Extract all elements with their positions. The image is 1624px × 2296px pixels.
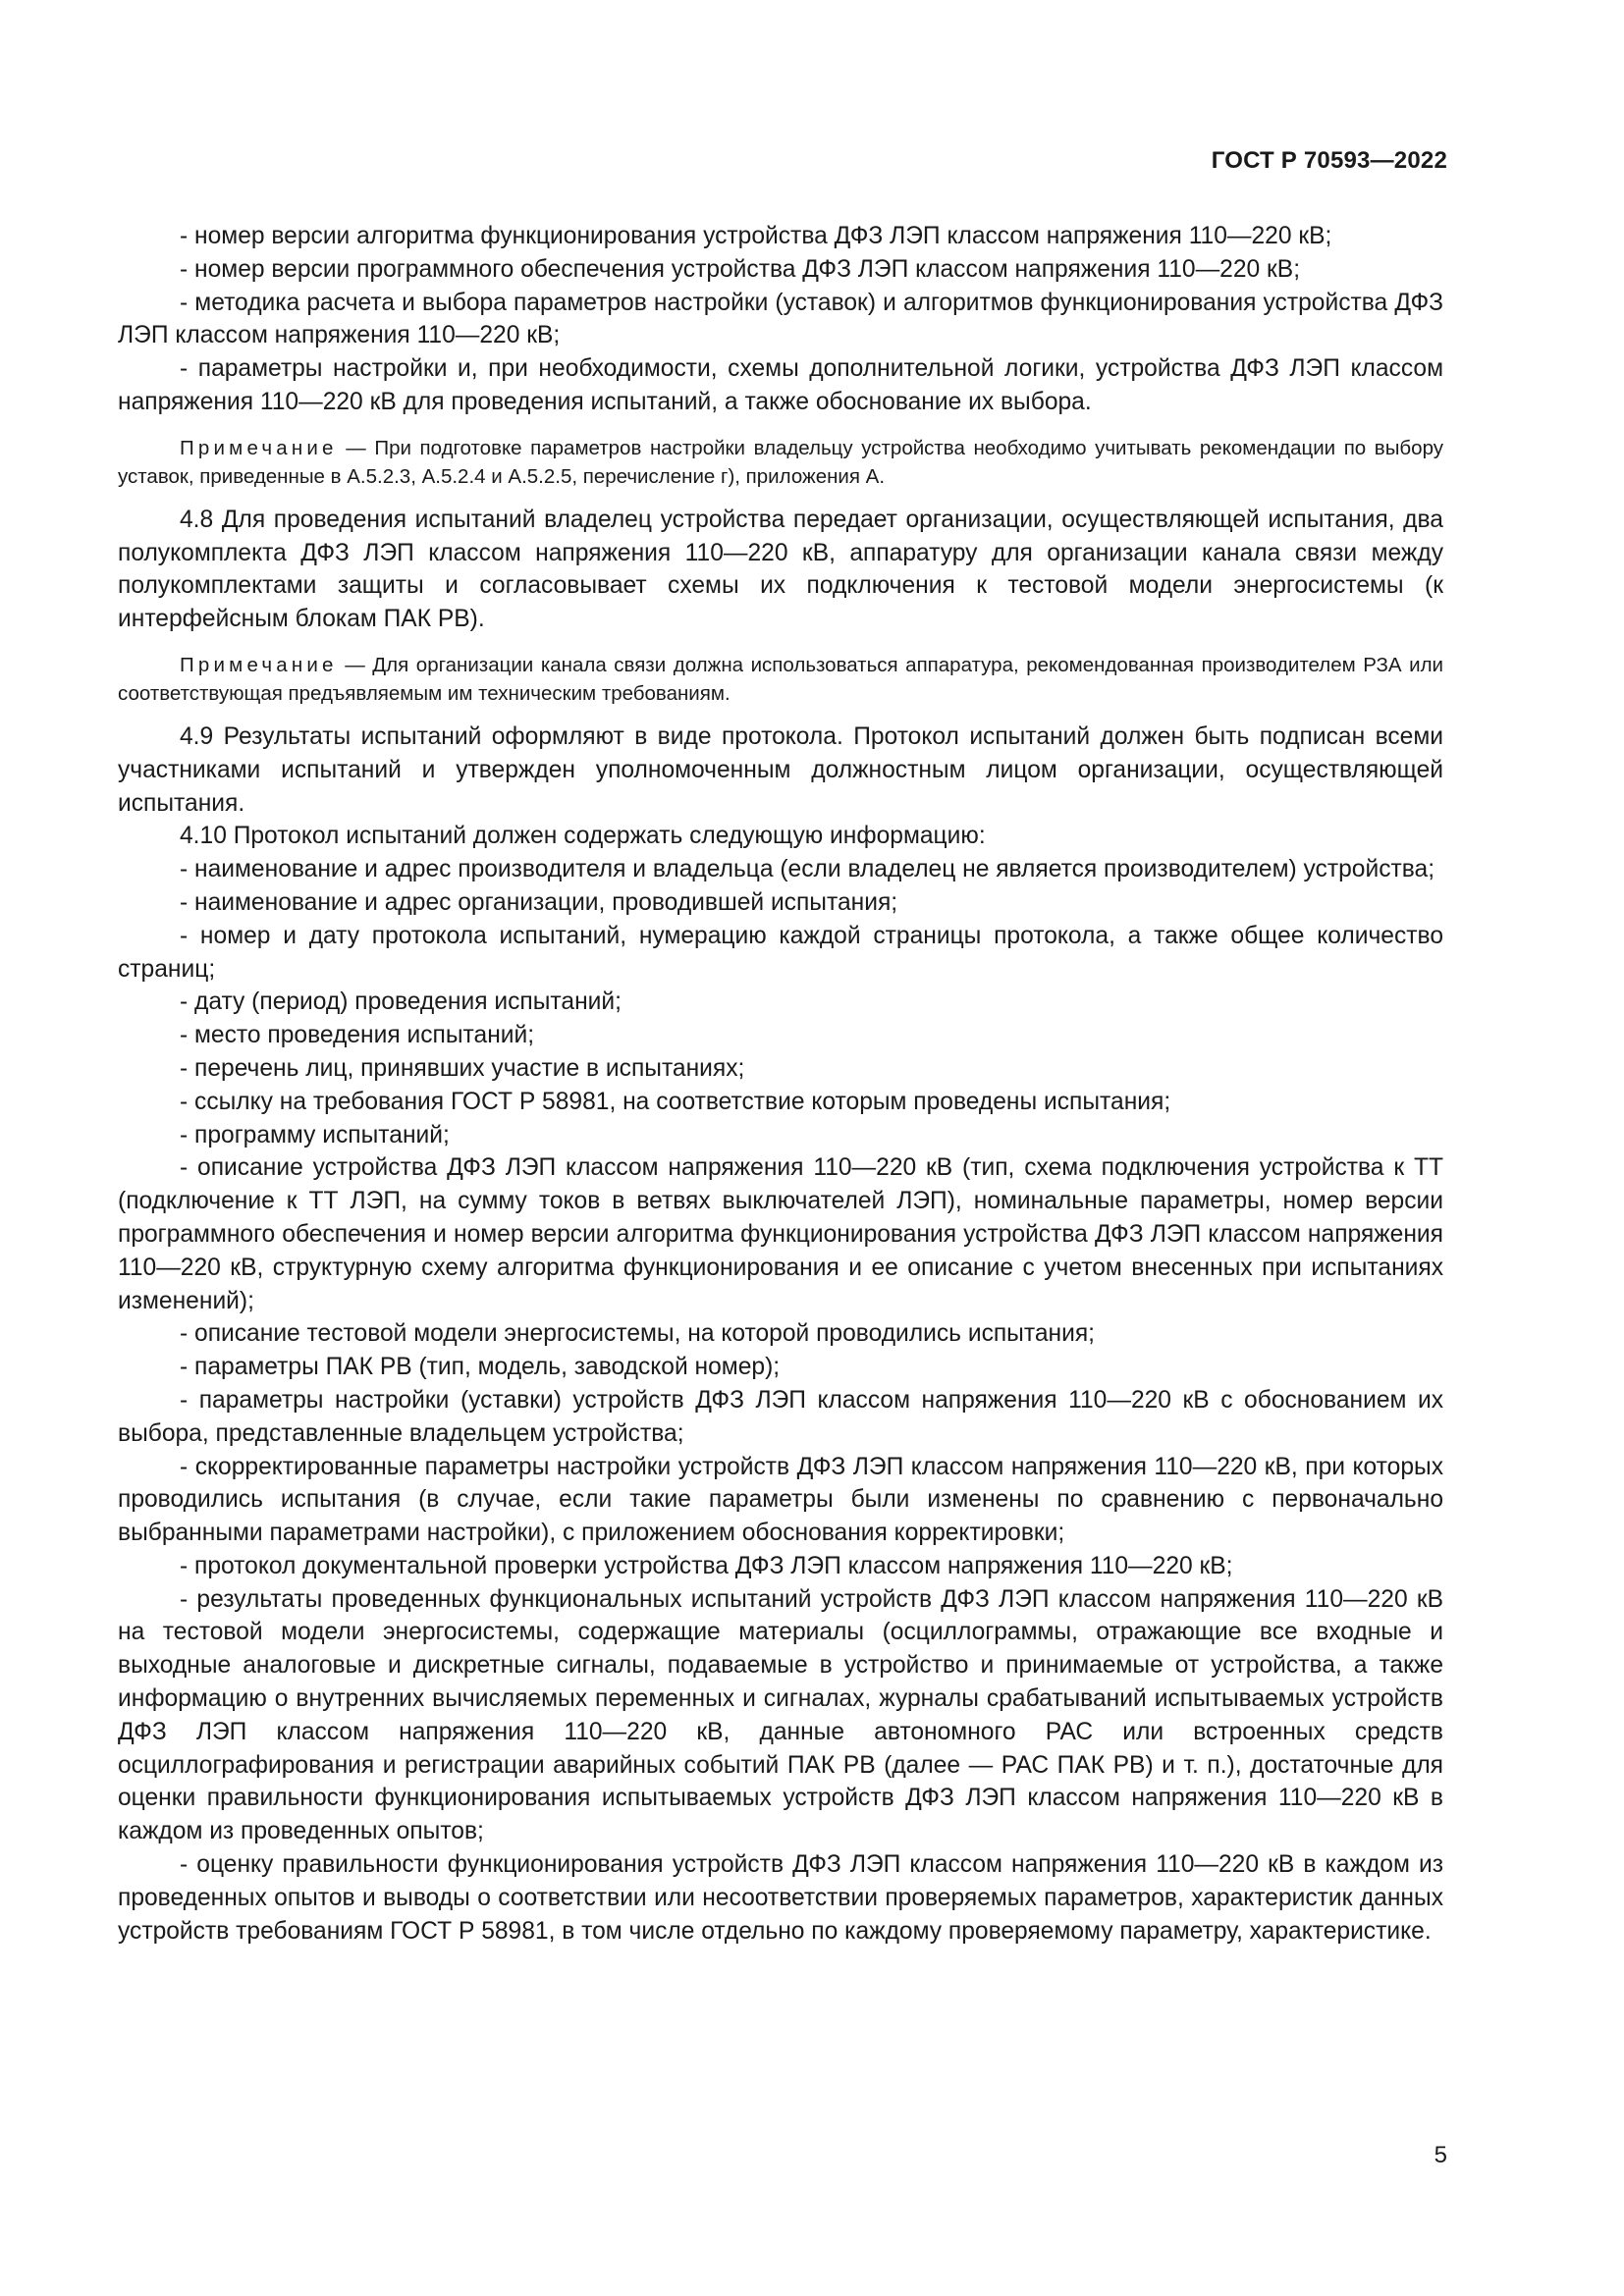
list-item: - методика расчета и выбора параметров настройки (уставок) и алгоритмов функционирования устройства ДФЗ ЛЭП классом напряжения 110—220 кВ; [118, 289, 1443, 349]
list-item: - оценку правильности функционирования устройств ДФЗ ЛЭП классом напряжения 110—220 кВ в каждом из проведенных опытов и выводы о соответствии или несоответствии проверяемых параметров, характеристик данных устройств требованиям ГОСТ Р 58981, в том числе отдельно по каждому проверяемому параметру, характеристике. [118, 1851, 1443, 1945]
list-item: - перечень лиц, принявших участие в испытаниях; [180, 1054, 745, 1082]
note-text: — При подготовке параметров настройки владельцу устройства необходимо учитывать рекомендации по выбору уставок, приведенные в А.5.2.3, А.5.2.4 и А.5.2.5, перечисление г), приложения А. [118, 436, 1443, 488]
list-item: - наименование и адрес производителя и владельца (если владелец не является производителем) устройства; [180, 856, 1435, 883]
clause-4-10: 4.10 Протокол испытаний должен содержать следующую информацию: [180, 823, 986, 850]
list-item: - место проведения испытаний; [180, 1022, 535, 1049]
list-item: - наименование и адрес организации, проводившей испытания; [180, 888, 898, 916]
list-item: - параметры настройки (уставки) устройств ДФЗ ЛЭП классом напряжения 110—220 кВ с обоснованием их выбора, представленные владельцем устройства; [118, 1386, 1443, 1447]
note-label: Примечание [180, 653, 338, 676]
list-item: - параметры настройки и, при необходимости, схемы дополнительной логики, устройства ДФЗ ЛЭП классом напряжения 110—220 кВ для проведения испытаний, а также обоснование их выбора. [118, 355, 1443, 415]
clause-4-8: 4.8 Для проведения испытаний владелец устройства передает организации, осуществляющей испытания, два полукомплекта ДФЗ ЛЭП классом напряжения 110—220 кВ, аппаратуру для организации канала связи между полукомплектами защиты и согласовывает схемы их подключения к тестовой модели энергосистемы (к интерфейсным блокам ПАК РВ). [118, 506, 1443, 633]
list-item: - скорректированные параметры настройки устройств ДФЗ ЛЭП классом напряжения 110—220 кВ, при которых проводились испытания (в случае, если такие параметры были изменены по сравнению с первоначально выбранными параметрами настройки), с приложением обоснования корректировки; [118, 1453, 1443, 1547]
list-item: - результаты проведенных функциональных испытаний устройств ДФЗ ЛЭП классом напряжения 110—220 кВ на тестовой модели энергосистемы, содержащие материалы (осциллограммы, отражающие все входные и выходные аналоговые и дискретные сигналы, подаваемые в устройство и принимаемые от устройства, а также информацию о внутренних вычисляемых переменных и сигналах, журналы срабатываний испытываемых устройств ДФЗ ЛЭП классом напряжения 110—220 кВ, данные автономного РАС или встроенных средств осциллографирования и регистрации аварийных событий ПАК РВ (далее — РАС ПАК РВ) и т. п.), достаточные для оценки правильности функционирования испытываемых устройств ДФЗ ЛЭП классом напряжения 110—220 кВ в каждом из проведенных опытов; [118, 1585, 1443, 1845]
list-item: - ссылку на требования ГОСТ Р 58981, на соответствие которым проведены испытания; [180, 1088, 1171, 1115]
list-item: - параметры ПАК РВ (тип, модель, заводской номер); [180, 1354, 781, 1381]
list-item: - номер версии программного обеспечения устройства ДФЗ ЛЭП классом напряжения 110—220 кВ; [180, 255, 1301, 283]
note-paragraph [118, 434, 1443, 491]
clause-4-9: 4.9 Результаты испытаний оформляют в виде протокола. Протокол испытаний должен быть подписан всеми участниками испытаний и утвержден уполномоченным должностным лицом организации, осуществляющей испытания. [118, 722, 1443, 817]
list-item: - описание устройства ДФЗ ЛЭП классом напряжения 110—220 кВ (тип, схема подключения устройства к ТТ (подключение к ТТ ЛЭП, на сумму токов в ветвях выключателей ЛЭП), номинальные параметры, номер версии программного обеспечения и номер версии алгоритма функционирования устройства ДФЗ ЛЭП классом напряжения 110—220 кВ, структурную схему алгоритма функционирования и ее описание с учетом внесенных при испытаниях изменений); [118, 1154, 1443, 1314]
note-text: — Для организации канала связи должна использоваться аппаратура, рекомендованная производителем РЗА или соответствующая предъявляемым им техническим требованиям. [118, 653, 1443, 705]
page-number: 5 [1434, 2142, 1447, 2168]
note-paragraph [118, 651, 1443, 708]
list-item: - номер и дату протокола испытаний, нумерацию каждой страницы протокола, а также общее количество страниц; [118, 922, 1443, 983]
list-item: - протокол документальной проверки устройства ДФЗ ЛЭП классом напряжения 110—220 кВ; [180, 1552, 1233, 1579]
list-item: - номер версии алгоритма функционирования устройства ДФЗ ЛЭП классом напряжения 110—220 кВ; [180, 223, 1332, 249]
list-item: - описание тестовой модели энергосистемы, на которой проводились испытания; [180, 1320, 1095, 1348]
list-item: - дату (период) проведения испытаний; [180, 988, 622, 1016]
document-body [118, 220, 1443, 1948]
note-label: Примечание [180, 436, 338, 459]
document-header: ГОСТ Р 70593—2022 [1211, 147, 1447, 174]
list-item: - программу испытаний; [180, 1121, 450, 1148]
